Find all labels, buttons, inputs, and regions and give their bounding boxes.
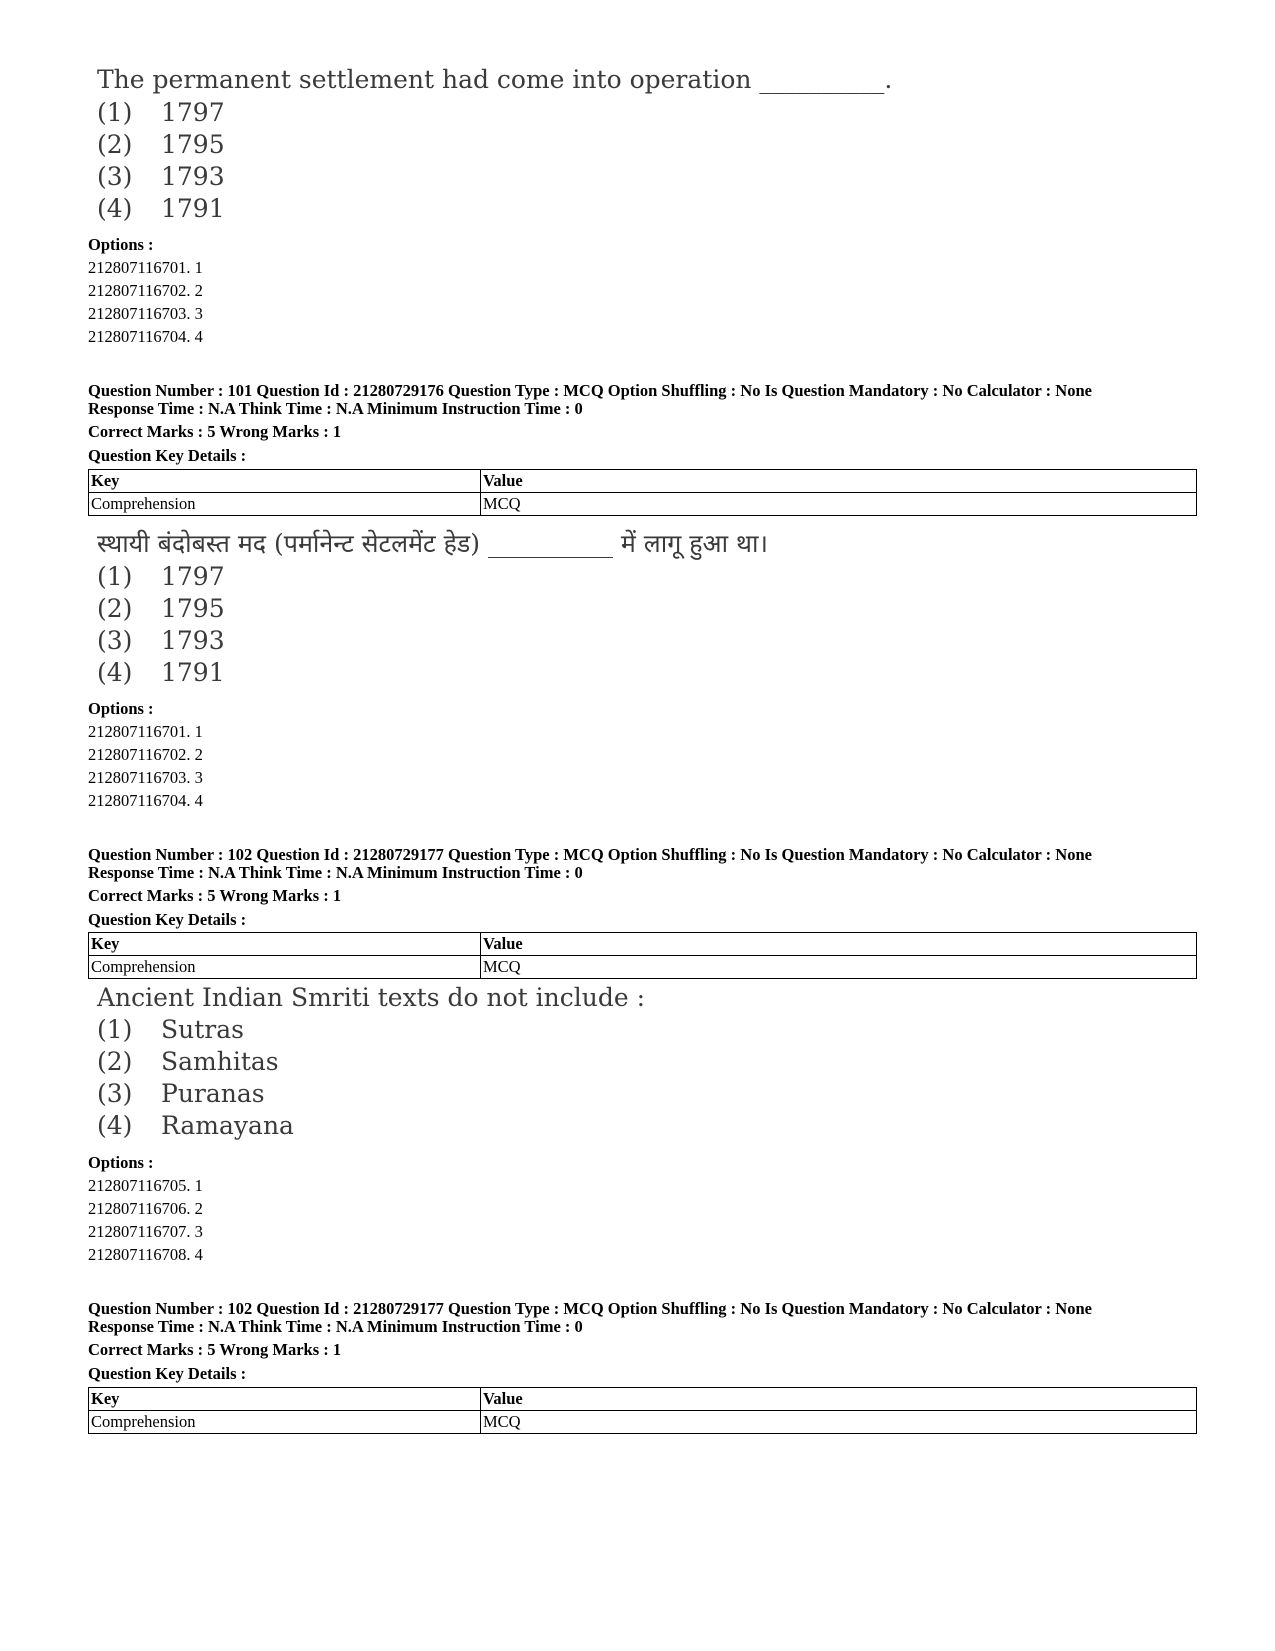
table-row [89,470,1197,493]
choice-text: 1795 [161,130,225,159]
choice-number: (1) [97,98,133,127]
options-label: Options : [88,235,154,254]
choice-text: 1793 [161,626,225,655]
option-id: 212807116703. 3 [88,768,203,787]
key-value-table [88,469,1197,516]
answer-choice [97,596,225,621]
answer-choice [97,660,225,685]
question-meta-timing: Response Time : N.A Think Time : N.A Minimum Instruction Time : 0 [88,1317,583,1336]
table-header-value: Value [481,933,1197,956]
choice-number: (1) [97,562,133,591]
table-header-value: Value [481,1388,1197,1411]
answer-choice [97,132,225,157]
option-id: 212807116701. 1 [88,722,203,741]
table-header-key: Key [89,1388,481,1411]
choice-number: (3) [97,626,133,655]
choice-text: 1797 [161,98,225,127]
question-marks: Correct Marks : 5 Wrong Marks : 1 [88,1340,342,1359]
answer-choice [97,1113,294,1138]
option-id: 212807116704. 4 [88,327,203,346]
key-details-label: Question Key Details : [88,446,247,465]
question-marks: Correct Marks : 5 Wrong Marks : 1 [88,422,342,441]
table-cell-key: Comprehension [89,956,481,979]
question-text: The permanent settlement had come into operation __________. [97,65,893,94]
choice-text: Sutras [161,1015,244,1044]
table-row [89,1388,1197,1411]
option-id: 212807116702. 2 [88,281,203,300]
question-marks: Correct Marks : 5 Wrong Marks : 1 [88,886,342,905]
question-meta-timing: Response Time : N.A Think Time : N.A Minimum Instruction Time : 0 [88,863,583,882]
option-id: 212807116702. 2 [88,745,203,764]
option-id: 212807116705. 1 [88,1176,203,1195]
options-label: Options : [88,699,154,718]
table-cell-value: MCQ [481,1411,1197,1434]
choice-number: (4) [97,194,133,223]
choice-text: 1791 [161,194,225,223]
choice-number: (4) [97,1111,133,1140]
key-value-table [88,1387,1197,1434]
question-text: Ancient Indian Smriti texts do not include : [97,983,646,1012]
answer-choice [97,100,225,125]
answer-choice [97,564,225,589]
choice-number: (4) [97,658,133,687]
choice-number: (2) [97,130,133,159]
choice-text: 1797 [161,562,225,591]
table-row [89,933,1197,956]
option-id: 212807116704. 4 [88,791,203,810]
table-row [89,956,1197,979]
choice-number: (1) [97,1015,133,1044]
table-cell-key: Comprehension [89,493,481,516]
choice-text: Puranas [161,1079,265,1108]
choice-text: Samhitas [161,1047,279,1076]
option-id: 212807116708. 4 [88,1245,203,1264]
choice-number: (2) [97,1047,133,1076]
table-cell-value: MCQ [481,956,1197,979]
question-text-hindi: स्थायी बंदोबस्त मद (पर्मानेन्ट सेटलमेंट हेड) __________ में लागू हुआ था। [97,529,768,558]
option-id: 212807116703. 3 [88,304,203,323]
answer-choice [97,628,225,653]
key-details-label: Question Key Details : [88,910,247,929]
question-meta: Question Number : 102 Question Id : 21280729177 Question Type : MCQ Option Shuffling : No Is Question Mandatory : No Calculator : None [88,845,1092,864]
table-cell-value: MCQ [481,493,1197,516]
answer-choice [97,1017,244,1042]
question-meta: Question Number : 102 Question Id : 21280729177 Question Type : MCQ Option Shuffling : No Is Question Mandatory : No Calculator : None [88,1299,1092,1318]
answer-choice [97,196,225,221]
table-row [89,493,1197,516]
answer-choice [97,164,225,189]
options-label: Options : [88,1153,154,1172]
choice-number: (2) [97,594,133,623]
choice-text: Ramayana [161,1111,294,1140]
choice-text: 1791 [161,658,225,687]
question-meta: Question Number : 101 Question Id : 21280729176 Question Type : MCQ Option Shuffling : No Is Question Mandatory : No Calculator : None [88,381,1092,400]
choice-number: (3) [97,162,133,191]
table-header-value: Value [481,470,1197,493]
key-value-table [88,932,1197,979]
option-id: 212807116707. 3 [88,1222,203,1241]
question-meta-timing: Response Time : N.A Think Time : N.A Minimum Instruction Time : 0 [88,399,583,418]
choice-text: 1793 [161,162,225,191]
option-id: 212807116706. 2 [88,1199,203,1218]
table-cell-key: Comprehension [89,1411,481,1434]
key-details-label: Question Key Details : [88,1364,247,1383]
choice-text: 1795 [161,594,225,623]
answer-choice [97,1049,279,1074]
table-header-key: Key [89,470,481,493]
option-id: 212807116701. 1 [88,258,203,277]
choice-number: (3) [97,1079,133,1108]
answer-choice [97,1081,265,1106]
table-header-key: Key [89,933,481,956]
table-row [89,1411,1197,1434]
